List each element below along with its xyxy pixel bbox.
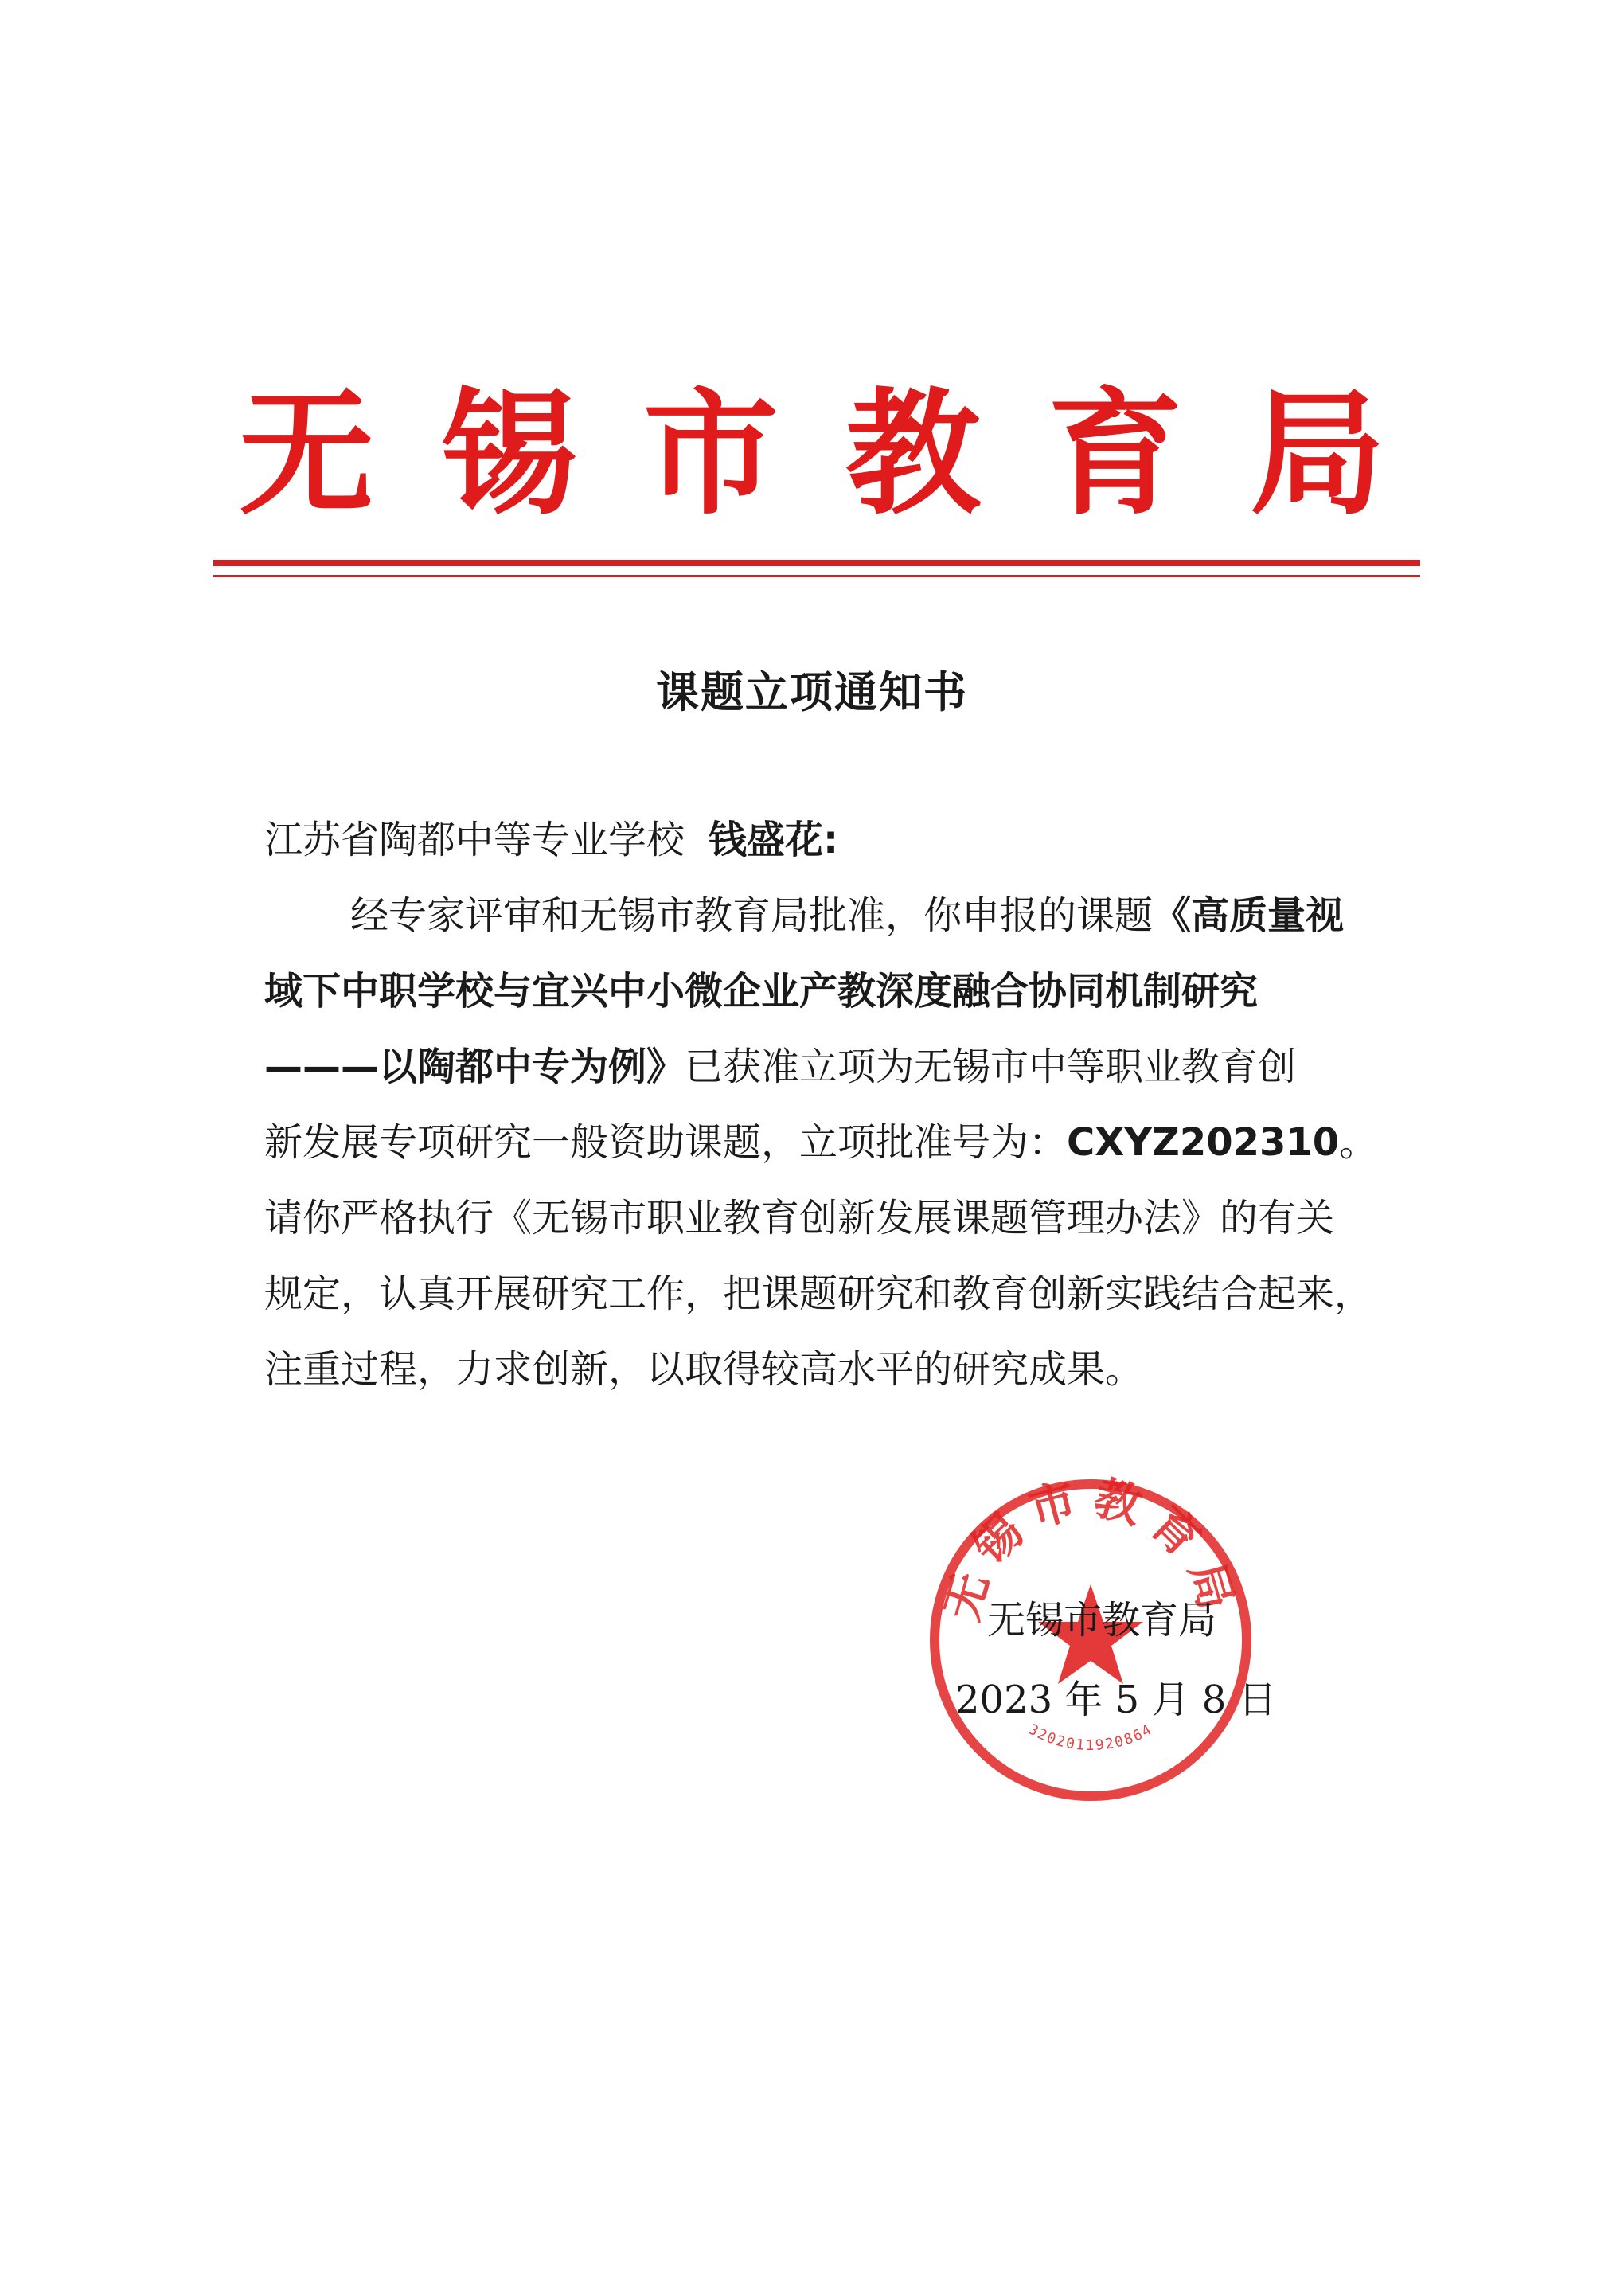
- body-line-7: 注重过程，力求创新，以取得较高水平的研究成果。: [264, 1347, 1144, 1392]
- body-line-4: [264, 1111, 1377, 1174]
- letterhead-char: 局: [1249, 374, 1385, 533]
- recipient-school: 江苏省陶都中等专业学校: [264, 818, 685, 862]
- signature-organization: 无锡市教育局: [987, 1598, 1217, 1643]
- body-text: 经专家评审和无锡市教育局批准，你申报的课题: [350, 893, 1154, 938]
- recipient-name: 钱盛花:: [709, 818, 839, 862]
- body-text: 已获准立项为无锡市中等职业教育创: [685, 1045, 1297, 1089]
- approval-number: CXYZ202310: [1067, 1120, 1340, 1165]
- header-rule-thin: [213, 575, 1420, 577]
- project-title-end: ———以陶都中专为例》: [264, 1045, 685, 1089]
- letterhead-title: [239, 374, 1385, 533]
- letterhead-char: 无: [239, 374, 375, 533]
- body-line-5: 请你严格执行《无锡市职业教育创新发展课题管理办法》的有关: [264, 1196, 1335, 1240]
- header-rule-thick: [213, 560, 1420, 566]
- seal-text: 无锡市教育局: [934, 1473, 1247, 1627]
- body-line-2: 域下中职学校与宜兴中小微企业产教深度融合协同机制研究: [264, 969, 1259, 1014]
- signature-date: 2023 年 5 月 8 日: [955, 1678, 1277, 1722]
- project-title-start: 《高质量视: [1153, 893, 1345, 938]
- body-line-1: [350, 884, 1344, 947]
- letterhead-char: 锡: [440, 374, 576, 533]
- body-line-6: 规定，认真开展研究工作，把课题研究和教育创新实践结合起来，: [264, 1272, 1373, 1316]
- letterhead-char: 育: [1047, 374, 1183, 533]
- seal-code: 3202011920864: [1025, 1721, 1156, 1755]
- letterhead-char: 教: [845, 374, 981, 533]
- letterhead-char: 市: [642, 374, 779, 533]
- body-text: 。: [1339, 1120, 1378, 1165]
- body-line-3: [264, 1035, 1296, 1099]
- salutation: [264, 808, 838, 872]
- body-text: 新发展专项研究一般资助课题，立项批准号为：: [264, 1120, 1068, 1165]
- document-title: 课题立项通知书: [656, 667, 968, 717]
